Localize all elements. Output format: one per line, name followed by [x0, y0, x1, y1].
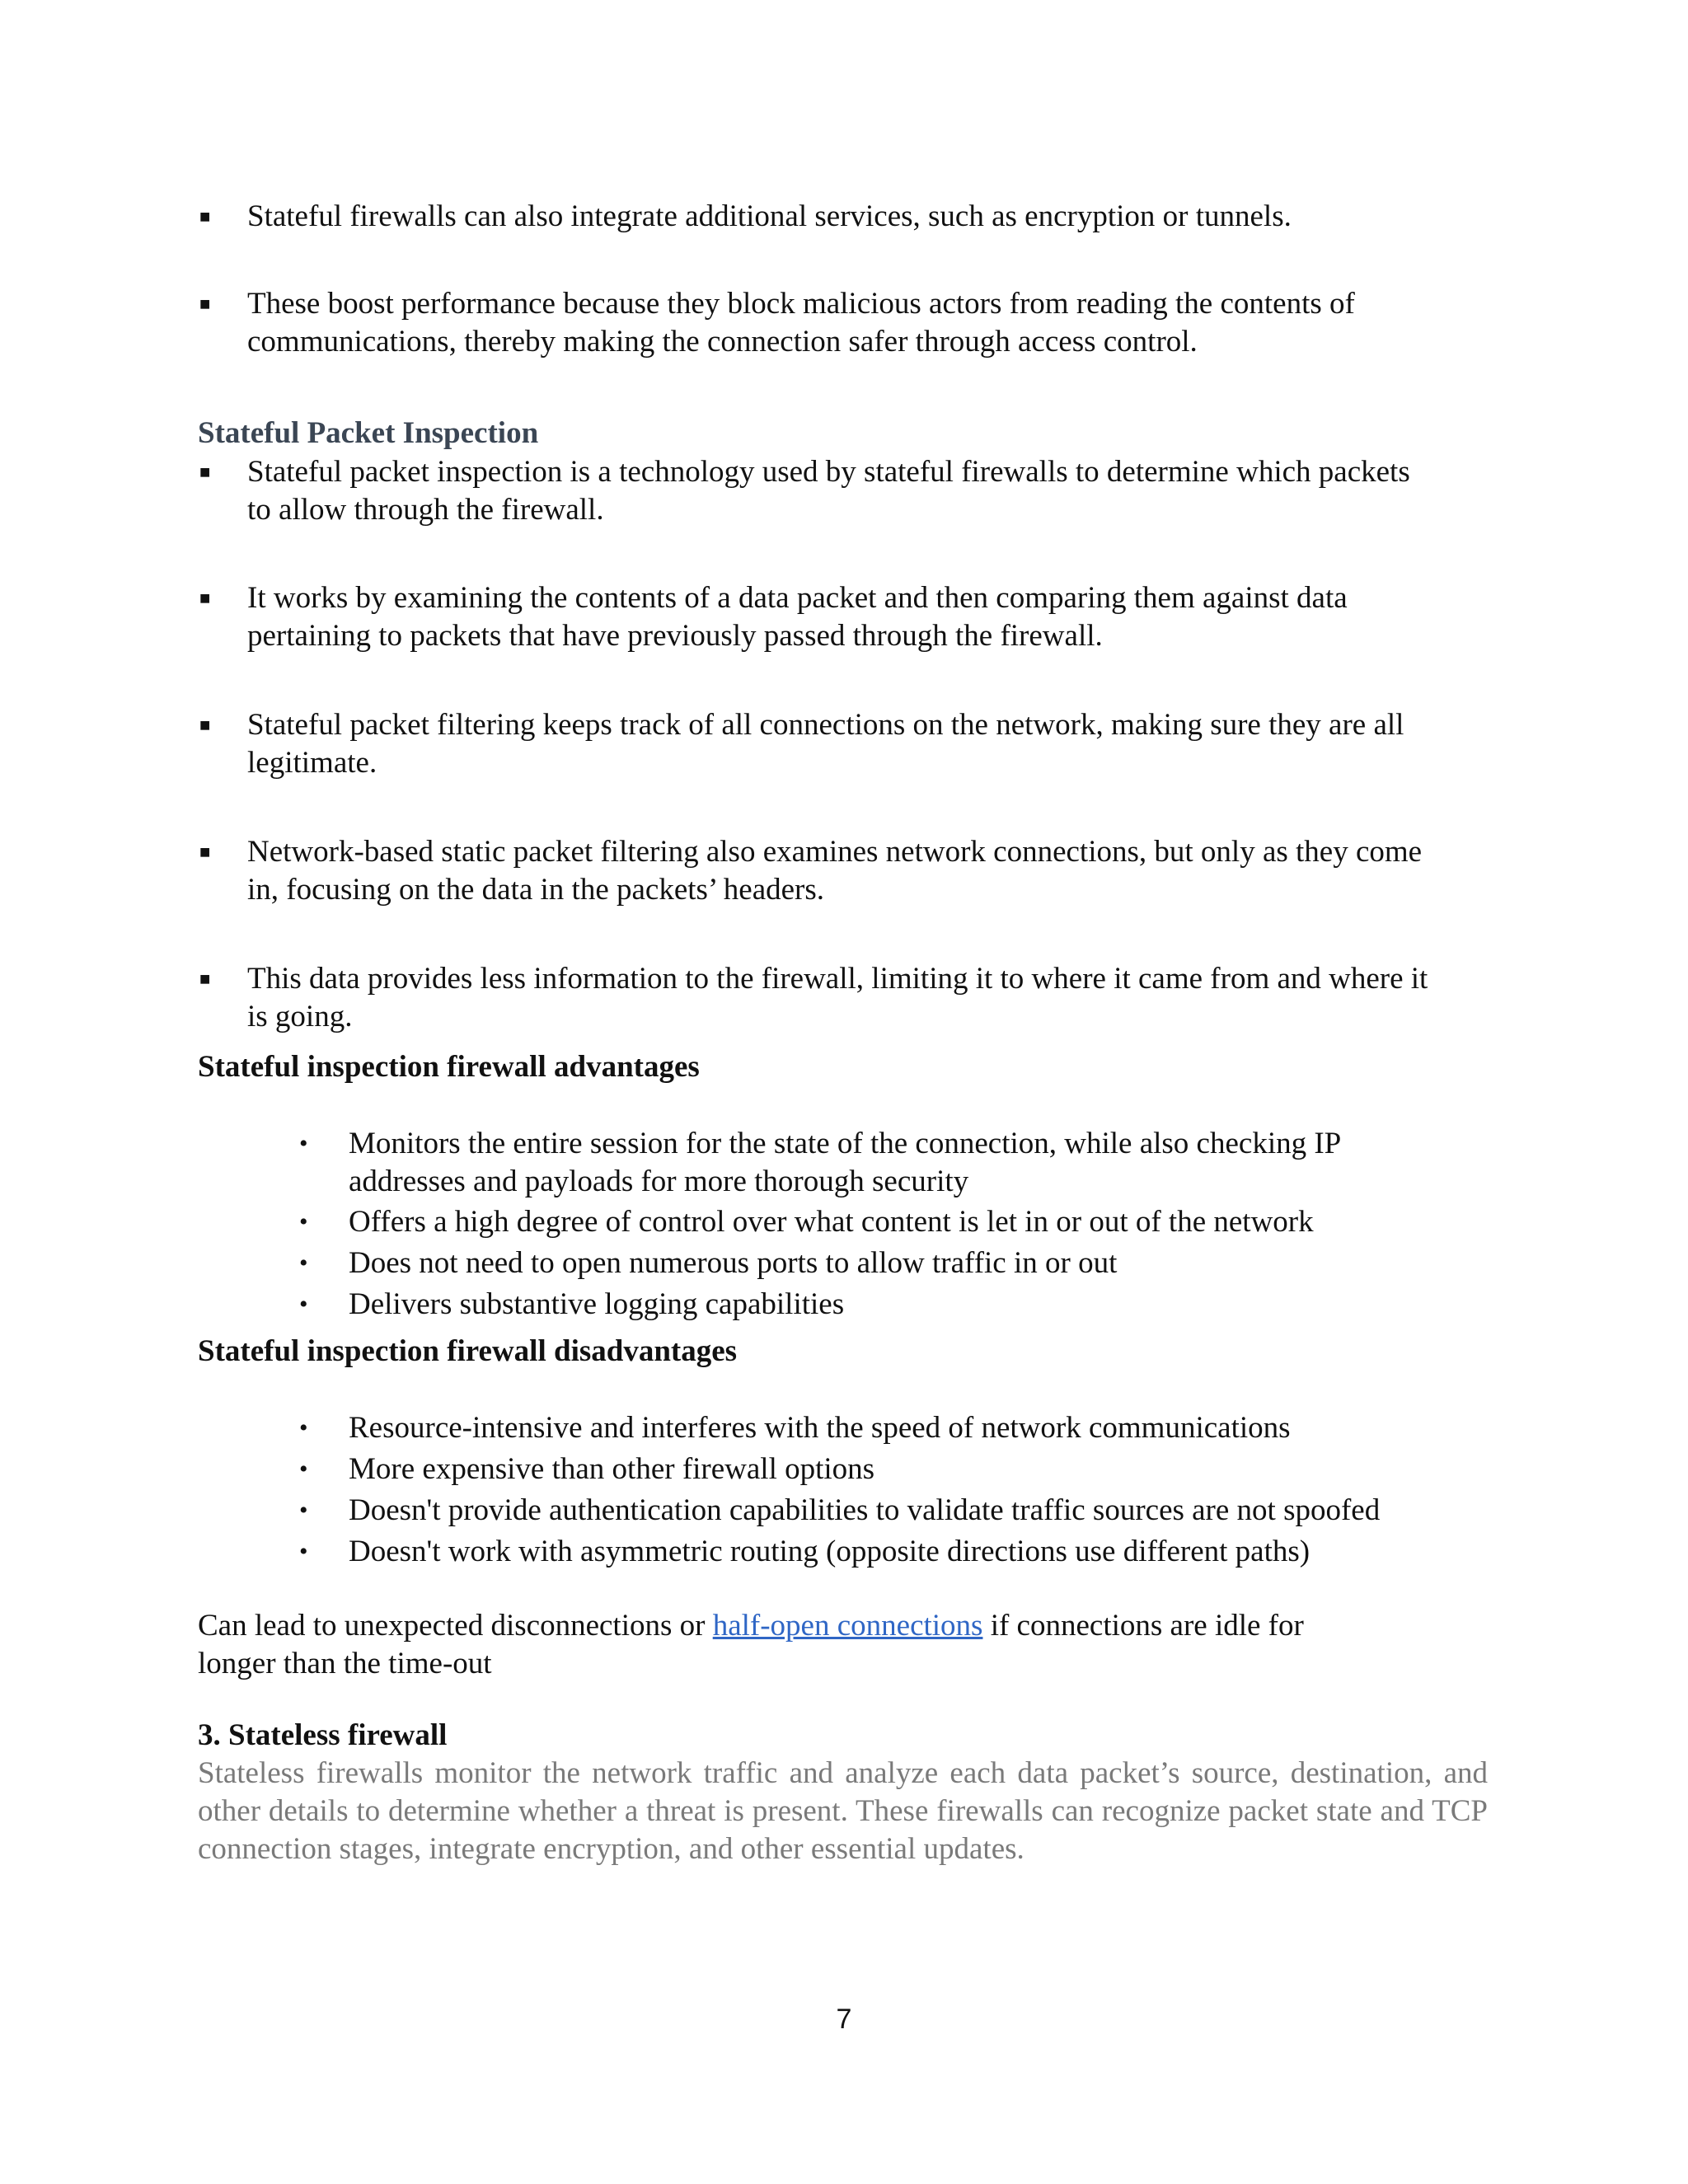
lead-text-before: Can lead to unexpected disconnections or: [198, 1609, 713, 1643]
list-item-text: Doesn't provide authentication capabilities to validate traffic sources are not spoofed: [349, 1493, 1381, 1527]
stateless-paragraph: Stateless firewalls monitor the network traffic and analyze each data packet’s source, destination, and other details to determine whether a threat is present. These firewalls can recognize packet state and TCP connection stages, integrate encryption, and other essential updates.: [198, 1756, 1488, 1866]
square-bullet-icon: ■: [199, 206, 211, 227]
section-heading-stateless: 3. Stateless firewall: [198, 1718, 448, 1752]
square-bullet-icon: ■: [199, 968, 211, 989]
section-heading-disadvantages: Stateful inspection firewall disadvantages: [198, 1334, 738, 1368]
list-item: [199, 960, 1434, 1036]
list-item-text: This data provides less information to the firewall, limiting it to where it came from and where it is going.: [247, 962, 1428, 1033]
dot-bullet-icon: •: [299, 1538, 308, 1565]
list-item: [299, 1244, 1437, 1282]
list-item-text: Monitors the entire session for the state of the connection, while also checking IP addresses and payloads for more thorough security: [349, 1127, 1340, 1198]
list-item-text: Network-based static packet filtering also examines network connections, but only as they come in, focusing on the data in the packets’ headers.: [247, 835, 1423, 907]
list-item-text: Stateful packet inspection is a technology used by stateful firewalls to determine which packets to allow through the firewall.: [247, 455, 1410, 527]
list-item-text: Resource-intensive and interferes with the speed of network communications: [349, 1411, 1291, 1445]
dot-bullet-icon: •: [299, 1130, 308, 1157]
list-item: [199, 453, 1434, 529]
list-item-text: Delivers substantive logging capabilities: [349, 1287, 845, 1321]
list-item-text: These boost performance because they block malicious actors from reading the contents of communications, thereby making the connection safer through access control.: [247, 287, 1355, 359]
square-bullet-icon: ■: [199, 715, 211, 735]
square-bullet-icon: ■: [199, 588, 211, 608]
section-heading-advantages: Stateful inspection firewall advantages: [198, 1050, 700, 1084]
dot-bullet-icon: •: [299, 1249, 308, 1277]
list-item-text: Stateful packet filtering keeps track of all connections on the network, making sure they are all legitimate.: [247, 708, 1404, 780]
list-item: [299, 1451, 1437, 1488]
list-item: [299, 1409, 1437, 1447]
list-item-text: Stateful firewalls can also integrate additional services, such as encryption or tunnels.: [247, 199, 1292, 233]
list-item-text: Doesn't work with asymmetric routing (opposite directions use different paths): [349, 1535, 1311, 1568]
page-number: 7: [836, 2004, 852, 2035]
list-item: [199, 198, 1434, 236]
list-item: [299, 1286, 1437, 1324]
list-item: [299, 1533, 1437, 1571]
list-item: [199, 833, 1434, 909]
list-item-text: More expensive than other firewall options: [349, 1452, 875, 1486]
list-item-text: It works by examining the contents of a data packet and then comparing them against data pertaining to packets that have previously passed through the firewall.: [247, 581, 1348, 653]
square-bullet-icon: ■: [199, 462, 211, 482]
list-item-text: Offers a high degree of control over what content is let in or out of the network: [349, 1205, 1314, 1239]
dot-bullet-icon: •: [299, 1414, 308, 1441]
list-item: [299, 1492, 1437, 1530]
square-bullet-icon: ■: [199, 293, 211, 314]
dot-bullet-icon: •: [299, 1291, 308, 1318]
dot-bullet-icon: •: [299, 1208, 308, 1235]
list-item-text: Does not need to open numerous ports to allow traffic in or out: [349, 1246, 1118, 1280]
list-item: [299, 1125, 1437, 1201]
dot-bullet-icon: •: [299, 1497, 308, 1524]
lead-paragraph: [198, 1607, 1376, 1683]
list-item: [299, 1203, 1437, 1241]
half-open-connections-link[interactable]: half-open connections: [712, 1609, 983, 1643]
list-item: [199, 579, 1434, 655]
list-item: [199, 706, 1434, 782]
square-bullet-icon: ■: [199, 841, 211, 862]
lead-text-after: if connections are idle for longer than the time-out: [198, 1609, 1304, 1680]
list-item: [199, 285, 1434, 361]
section-heading-spi: Stateful Packet Inspection: [198, 416, 539, 450]
dot-bullet-icon: •: [299, 1455, 308, 1483]
